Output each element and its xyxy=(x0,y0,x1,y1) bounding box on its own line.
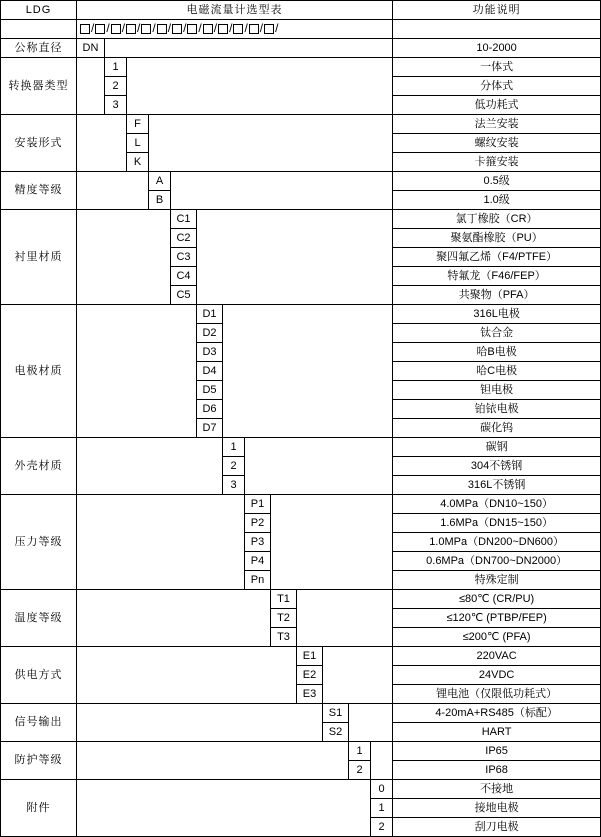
row-label-ingress: 防护等级 xyxy=(1,742,77,780)
code-t3g: T3 xyxy=(271,628,297,647)
desc-ab: 1.0级 xyxy=(393,191,601,210)
code-s3: 3 xyxy=(223,476,245,495)
filler-signal-right xyxy=(349,704,393,742)
desc-t2g: ≤120℃ (PTBP/FEP) xyxy=(393,609,601,628)
code-c1: C1 xyxy=(171,210,197,229)
filler-acc-right xyxy=(171,172,393,210)
slot-sep-3: / xyxy=(121,21,126,36)
desc-x0: 不接地 xyxy=(393,780,601,799)
code-p1: P1 xyxy=(245,495,271,514)
desc-c3: 聚四氟乙烯（F4/PTFE） xyxy=(393,248,601,267)
row-label-accessory: 附件 xyxy=(1,780,77,837)
row-temperature-1 xyxy=(1,590,601,609)
slot-box-7 xyxy=(172,24,182,34)
desc-c2: 聚氨酯橡胶（PU） xyxy=(393,229,601,248)
filler-mount-right xyxy=(149,115,393,172)
desc-t3g: ≤200℃ (PFA) xyxy=(393,628,601,647)
code-pn: Pn xyxy=(245,571,271,590)
slot-sep-13: / xyxy=(275,21,279,36)
desc-dn: 10-2000 xyxy=(393,39,601,58)
code-g2: S2 xyxy=(323,723,349,742)
desc-t2: 分体式 xyxy=(393,77,601,96)
row-label-pressure: 压力等级 xyxy=(1,495,77,590)
desc-e3: 锂电池（仅限低功耗式） xyxy=(393,685,601,704)
filler-conv-right xyxy=(127,58,393,115)
slot-row xyxy=(1,20,601,39)
code-s1: 1 xyxy=(223,438,245,457)
code-p2: P2 xyxy=(245,514,271,533)
code-aa: A xyxy=(149,172,171,191)
row-mount-type-1 xyxy=(1,115,601,134)
code-t1: 1 xyxy=(105,58,127,77)
filler-temp-left xyxy=(77,590,271,647)
table-header-row xyxy=(1,1,601,20)
desc-t1g: ≤80℃ (CR/PU) xyxy=(393,590,601,609)
desc-t1: 一体式 xyxy=(393,58,601,77)
slot-box-10 xyxy=(218,24,228,34)
desc-p1: 4.0MPa（DN10~150） xyxy=(393,495,601,514)
filler-elec-left xyxy=(77,305,197,438)
filler-elec-right xyxy=(223,305,393,438)
row-label-lining: 衬里材质 xyxy=(1,210,77,305)
row-label-temperature: 温度等级 xyxy=(1,590,77,647)
filler-pres-left xyxy=(77,495,245,590)
row-label-electrode: 电极材质 xyxy=(1,305,77,438)
desc-i2: IP68 xyxy=(393,761,601,780)
row-label-shell: 外壳材质 xyxy=(1,438,77,495)
code-e3: E3 xyxy=(297,685,323,704)
row-ingress-1 xyxy=(1,742,601,761)
row-label-signal: 信号输出 xyxy=(1,704,77,742)
code-t1g: T1 xyxy=(271,590,297,609)
slot-box-2 xyxy=(95,24,105,34)
code-c4: C4 xyxy=(171,267,197,286)
row-label-power: 供电方式 xyxy=(1,647,77,704)
slot-box-3 xyxy=(111,24,121,34)
desc-d7: 碳化钨 xyxy=(393,419,601,438)
slot-desc-blank xyxy=(393,20,601,39)
desc-d5: 钽电极 xyxy=(393,381,601,400)
slot-box-11 xyxy=(233,24,243,34)
filler-acc-left xyxy=(77,172,149,210)
code-c5: C5 xyxy=(171,286,197,305)
desc-x2: 刮刀电极 xyxy=(393,818,601,837)
filler-power-right xyxy=(323,647,393,704)
desc-c1: 氯丁橡胶（CR） xyxy=(393,210,601,229)
row-label-mount-type: 安装形式 xyxy=(1,115,77,172)
slot-sep-9: / xyxy=(213,21,218,36)
slot-box-4 xyxy=(126,24,136,34)
code-ml: L xyxy=(127,134,149,153)
filler-power-left xyxy=(77,647,297,704)
code-p4: P4 xyxy=(245,552,271,571)
row-shell-1 xyxy=(1,438,601,457)
code-i1: 1 xyxy=(349,742,371,761)
slot-box-5 xyxy=(141,24,151,34)
row-electrode-1 xyxy=(1,305,601,324)
filler-signal-left xyxy=(77,704,323,742)
slot-box-13 xyxy=(264,24,274,34)
desc-d6: 铂铱电极 xyxy=(393,400,601,419)
code-p3: P3 xyxy=(245,533,271,552)
code-s2: 2 xyxy=(223,457,245,476)
desc-p2: 1.6MPa（DN15~150） xyxy=(393,514,601,533)
desc-e1: 220VAC xyxy=(393,647,601,666)
code-d5: D5 xyxy=(197,381,223,400)
slot-sep-12: / xyxy=(259,21,264,36)
filler-shell-left xyxy=(77,438,223,495)
filler-dn xyxy=(105,39,393,58)
desc-d4: 哈C电极 xyxy=(393,362,601,381)
slot-box-12 xyxy=(249,24,259,34)
slot-sep-5: / xyxy=(152,21,156,36)
code-e1: E1 xyxy=(297,647,323,666)
filler-shell-right xyxy=(245,438,393,495)
desc-g2: HART xyxy=(393,723,601,742)
desc-e2: 24VDC xyxy=(393,666,601,685)
desc-d2: 钛合金 xyxy=(393,324,601,343)
filler-conv-left xyxy=(77,58,105,115)
desc-c5: 共聚物（PFA） xyxy=(393,286,601,305)
code-mk: K xyxy=(127,153,149,172)
code-t2: 2 xyxy=(105,77,127,96)
filler-pres-right xyxy=(271,495,393,590)
desc-d3: 哈B电极 xyxy=(393,343,601,362)
code-g1: S1 xyxy=(323,704,349,723)
slot-sep-6: / xyxy=(167,21,172,36)
slot-sep-8: / xyxy=(198,21,202,36)
function-desc-header: 功能说明 xyxy=(393,1,601,20)
code-ab: B xyxy=(149,191,171,210)
code-mf: F xyxy=(127,115,149,134)
row-label-converter-type: 转换器类型 xyxy=(1,58,77,115)
slot-box-6 xyxy=(157,24,167,34)
code-x2: 2 xyxy=(371,818,393,837)
slot-sep-10: / xyxy=(229,21,233,36)
desc-g1: 4-20mA+RS485（标配） xyxy=(393,704,601,723)
desc-s2: 304不锈钢 xyxy=(393,457,601,476)
filler-lining-right xyxy=(197,210,393,305)
row-accessory-1 xyxy=(1,780,601,799)
code-i2: 2 xyxy=(349,761,371,780)
row-power-1 xyxy=(1,647,601,666)
code-x0: 0 xyxy=(371,780,393,799)
code-d6: D6 xyxy=(197,400,223,419)
desc-ml: 螺纹安装 xyxy=(393,134,601,153)
desc-s3: 316L不锈钢 xyxy=(393,476,601,495)
slot-sep-1: / xyxy=(91,21,95,36)
desc-c4: 特氟龙（F46/FEP） xyxy=(393,267,601,286)
filler-ingress-left xyxy=(77,742,349,780)
row-accuracy-1 xyxy=(1,172,601,191)
row-nominal-diameter xyxy=(1,39,601,58)
code-c2: C2 xyxy=(171,229,197,248)
slot-sep-11: / xyxy=(244,21,248,36)
slot-sep-2: / xyxy=(106,21,110,36)
table-title: 电磁流量计选型表 xyxy=(77,1,393,20)
code-d3: D3 xyxy=(197,343,223,362)
code-x1: 1 xyxy=(371,799,393,818)
slot-box-9 xyxy=(203,24,213,34)
filler-ingress-right xyxy=(371,742,393,780)
code-c3: C3 xyxy=(171,248,197,267)
slot-sep-7: / xyxy=(183,21,187,36)
slot-box-1 xyxy=(80,24,90,34)
desc-p4: 0.6MPa（DN700~DN2000） xyxy=(393,552,601,571)
ldg-code-cell: LDG xyxy=(1,1,77,20)
desc-i1: IP65 xyxy=(393,742,601,761)
slot-boxes xyxy=(77,20,393,39)
code-t3: 3 xyxy=(105,96,127,115)
slot-blank-cell xyxy=(1,20,77,39)
desc-aa: 0.5级 xyxy=(393,172,601,191)
filler-temp-right xyxy=(297,590,393,647)
desc-t3: 低功耗式 xyxy=(393,96,601,115)
code-d7: D7 xyxy=(197,419,223,438)
slot-boxes-inner xyxy=(77,20,392,38)
slot-sep-4: / xyxy=(137,21,141,36)
row-pressure-1 xyxy=(1,495,601,514)
slot-box-8 xyxy=(187,24,197,34)
desc-pn: 特殊定制 xyxy=(393,571,601,590)
code-e2: E2 xyxy=(297,666,323,685)
filler-lining-left xyxy=(77,210,171,305)
row-label-nominal-diameter: 公称直径 xyxy=(1,39,77,58)
filler-mount-left xyxy=(77,115,127,172)
desc-p3: 1.0MPa（DN200~DN600） xyxy=(393,533,601,552)
code-d2: D2 xyxy=(197,324,223,343)
desc-mf: 法兰安装 xyxy=(393,115,601,134)
desc-s1: 碳钢 xyxy=(393,438,601,457)
desc-d1: 316L电极 xyxy=(393,305,601,324)
row-lining-1 xyxy=(1,210,601,229)
code-dn: DN xyxy=(77,39,105,58)
row-signal-1 xyxy=(1,704,601,723)
desc-mk: 卡箍安装 xyxy=(393,153,601,172)
desc-x1: 接地电极 xyxy=(393,799,601,818)
code-d1: D1 xyxy=(197,305,223,324)
filler-acc2-left xyxy=(77,780,371,837)
code-t2g: T2 xyxy=(271,609,297,628)
code-d4: D4 xyxy=(197,362,223,381)
row-label-accuracy: 精度等级 xyxy=(1,172,77,210)
row-converter-type-1 xyxy=(1,58,601,77)
